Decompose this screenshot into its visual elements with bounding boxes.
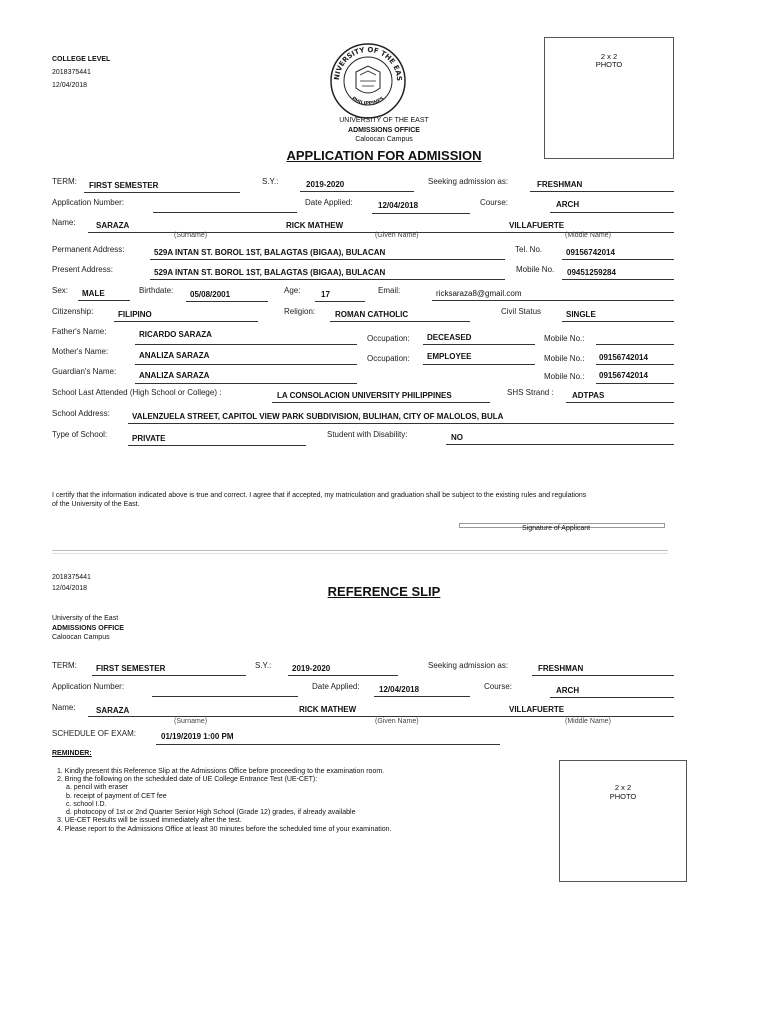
mother-occupation-label: Occupation: — [367, 354, 410, 363]
age-value: 17 — [321, 290, 330, 299]
ref-middle-name-caption: (Middle Name) — [565, 718, 611, 725]
guardian-mobile-value: 09156742014 — [599, 371, 648, 380]
present-address-label: Present Address: — [52, 265, 113, 274]
perm-address-label: Permanent Address: — [52, 245, 125, 254]
given-name-value: RICK MATHEW — [286, 221, 344, 230]
campus-name: Caloocan Campus — [355, 136, 413, 143]
photo-label-size: 2 x 2 — [600, 52, 618, 61]
reminder-item: 1. Kindly present this Reference Slip at the Admissions Office before proceeding to the examination room. — [57, 768, 385, 775]
reminder-title: REMINDER: — [52, 750, 92, 757]
citizenship-value: FILIPINO — [118, 310, 152, 319]
citizenship-label: Citizenship: — [52, 307, 94, 316]
certify-line-2: of the University of the East. — [52, 501, 140, 508]
birthdate-value: 05/08/2001 — [190, 290, 231, 299]
application-title: APPLICATION FOR ADMISSION — [286, 148, 482, 163]
ref-photo-label: PHOTO — [609, 792, 637, 801]
reminder-subitem: c. school I.D. — [66, 801, 107, 808]
section-divider — [52, 550, 668, 554]
exam-schedule-value: 01/19/2019 1:00 PM — [161, 732, 234, 741]
college-level: COLLEGE LEVEL — [52, 56, 111, 63]
disability-label: Student with Disability: — [327, 430, 408, 439]
reference-title: REFERENCE SLIP — [327, 584, 441, 599]
photo-label: PHOTO — [595, 60, 623, 69]
ref-app-number-label: Application Number: — [52, 682, 125, 691]
mother-mobile-value: 09156742014 — [599, 353, 648, 362]
ref-given-name-value: RICK MATHEW — [299, 705, 357, 714]
given-name-caption: (Given Name) — [375, 232, 419, 239]
ref-term-value: FIRST SEMESTER — [96, 664, 166, 673]
seal-bottom-text: PHILIPPINES — [350, 95, 386, 107]
ref-office: ADMISSIONS OFFICE — [52, 625, 124, 632]
ref-photo-box — [559, 760, 687, 882]
ref-surname-value: SARAZA — [96, 706, 130, 715]
sy-value: 2019-2020 — [306, 180, 345, 189]
tel-value: 09156742014 — [566, 248, 615, 257]
father-occupation-label: Occupation: — [367, 334, 410, 343]
middle-name-value: VILLAFUERTE — [509, 221, 565, 230]
middle-name-caption: (Middle Name) — [565, 232, 611, 239]
email-value: ricksaraza8@gmail.com — [436, 289, 522, 298]
ref-photo-label-size: 2 x 2 — [614, 783, 632, 792]
father-value: RICARDO SARAZA — [139, 330, 212, 339]
header-date: 12/04/2018 — [52, 82, 88, 89]
ref-given-name-caption: (Given Name) — [375, 718, 419, 725]
mother-mobile-label: Mobile No.: — [544, 354, 585, 363]
ref-university: University of the East — [52, 615, 119, 622]
mother-value: ANALIZA SARAZA — [139, 351, 210, 360]
surname-value: SARAZA — [96, 221, 130, 230]
civil-status-label: Civil Status — [501, 307, 542, 316]
ref-course-value: ARCH — [556, 686, 580, 695]
ref-sy-value: 2019-2020 — [292, 664, 331, 673]
ref-term-label: TERM: — [52, 661, 77, 670]
reminder-subitem: a. pencil with eraser — [66, 784, 129, 791]
date-applied-label: Date Applied: — [305, 198, 353, 207]
ref-seeking-label: Seeking admission as: — [428, 661, 509, 670]
ref-name-label: Name: — [52, 703, 76, 712]
guardian-mobile-label: Mobile No.: — [544, 372, 585, 381]
tel-label: Tel. No. — [515, 245, 543, 254]
admissions-office: ADMISSIONS OFFICE — [348, 127, 420, 134]
exam-schedule-label: SCHEDULE OF EXAM: — [52, 729, 137, 738]
ref-seeking-value: FRESHMAN — [538, 664, 584, 673]
course-value: ARCH — [556, 200, 580, 209]
signature-caption: Signature of Applicant — [522, 525, 591, 532]
civil-status-value: SINGLE — [566, 310, 596, 319]
disability-value: NO — [451, 433, 463, 442]
name-label: Name: — [52, 218, 76, 227]
application-id: 2018375441 — [52, 69, 91, 76]
university-seal — [329, 42, 407, 120]
ref-middle-name-value: VILLAFUERTE — [509, 705, 565, 714]
ref-campus: Caloocan Campus — [52, 634, 110, 641]
seal-top-text: NIVERSITY OF THE EAS — [332, 45, 404, 82]
guardian-label: Guardian's Name: — [52, 367, 117, 376]
svg-text:PHILIPPINES — [350, 96, 385, 107]
mother-occupation-value: EMPLOYEE — [427, 352, 472, 361]
school-address-value: VALENZUELA STREET, CAPITOL VIEW PARK SUBDIVISION, BULIHAN, CITY OF MALOLOS, BULA — [132, 412, 504, 421]
reminder-subitem: d. photocopy of 1st or 2nd Quarter Senior High School (Grade 12) grades, if already available — [66, 809, 356, 816]
school-last-label: School Last Attended (High School or College) : — [52, 388, 222, 397]
mobile-label: Mobile No. — [516, 265, 555, 274]
sex-value: MALE — [82, 289, 105, 298]
father-label: Father's Name: — [52, 327, 107, 336]
term-label: TERM: — [52, 177, 77, 186]
reminder-item: 4. Please report to the Admissions Office at least 30 minutes before the scheduled time of your examination. — [57, 826, 392, 833]
ref-date-applied-value: 12/04/2018 — [379, 685, 420, 694]
certify-line-1: I certify that the information indicated above is true and correct. I agree that if accepted, my matriculation and graduation shall be subject to the existing rules and regulations — [52, 492, 587, 499]
ref-date: 12/04/2018 — [52, 585, 88, 592]
guardian-value: ANALIZA SARAZA — [139, 371, 210, 380]
reminder-item: 3. UE-CET Results will be issued immediately after the test. — [57, 817, 242, 824]
ref-surname-caption: (Surname) — [174, 718, 208, 725]
shs-strand-value: ADTPAS — [572, 391, 605, 400]
date-applied-value: 12/04/2018 — [378, 201, 419, 210]
sy-label: S.Y.: — [262, 177, 279, 186]
ref-date-applied-label: Date Applied: — [312, 682, 360, 691]
university-name: UNIVERSITY OF THE EAST — [339, 117, 429, 124]
religion-value: ROMAN CATHOLIC — [335, 310, 409, 319]
email-label: Email: — [378, 286, 401, 295]
father-occupation-value: DECEASED — [427, 333, 472, 342]
present-address-value: 529A INTAN ST. BOROL 1ST, BALAGTAS (BIGAA), BULACAN — [154, 268, 386, 277]
seeking-label: Seeking admission as: — [428, 177, 509, 186]
religion-label: Religion: — [284, 307, 316, 316]
ref-sy-label: S.Y.: — [255, 661, 272, 670]
school-type-label: Type of School: — [52, 430, 108, 439]
app-number-label: Application Number: — [52, 198, 125, 207]
surname-caption: (Surname) — [174, 232, 208, 239]
svg-text:UNIVERSITY OF THE EAST — [329, 42, 403, 81]
seeking-value: FRESHMAN — [537, 180, 583, 189]
school-address-label: School Address: — [52, 409, 110, 418]
sex-label: Sex: — [52, 286, 69, 295]
shs-strand-label: SHS Strand : — [507, 388, 554, 397]
perm-address-value: 529A INTAN ST. BOROL 1ST, BALAGTAS (BIGAA), BULACAN — [154, 248, 386, 257]
age-label: Age: — [284, 286, 301, 295]
ref-application-id: 2018375441 — [52, 574, 91, 581]
father-mobile-label: Mobile No.: — [544, 334, 585, 343]
reminder-item: 2. Bring the following on the scheduled date of UE College Entrance Test (UE-CET): — [57, 776, 318, 783]
term-value: FIRST SEMESTER — [89, 181, 159, 190]
mobile-value: 09451259284 — [567, 268, 616, 277]
school-last-value: LA CONSOLACION UNIVERSITY PHILIPPINES — [277, 391, 452, 400]
course-label: Course: — [480, 198, 509, 207]
reminder-subitem: b. receipt of payment of CET fee — [66, 793, 167, 800]
ref-course-label: Course: — [484, 682, 513, 691]
school-type-value: PRIVATE — [132, 434, 166, 443]
mother-label: Mother's Name: — [52, 347, 109, 356]
birthdate-label: Birthdate: — [139, 286, 174, 295]
